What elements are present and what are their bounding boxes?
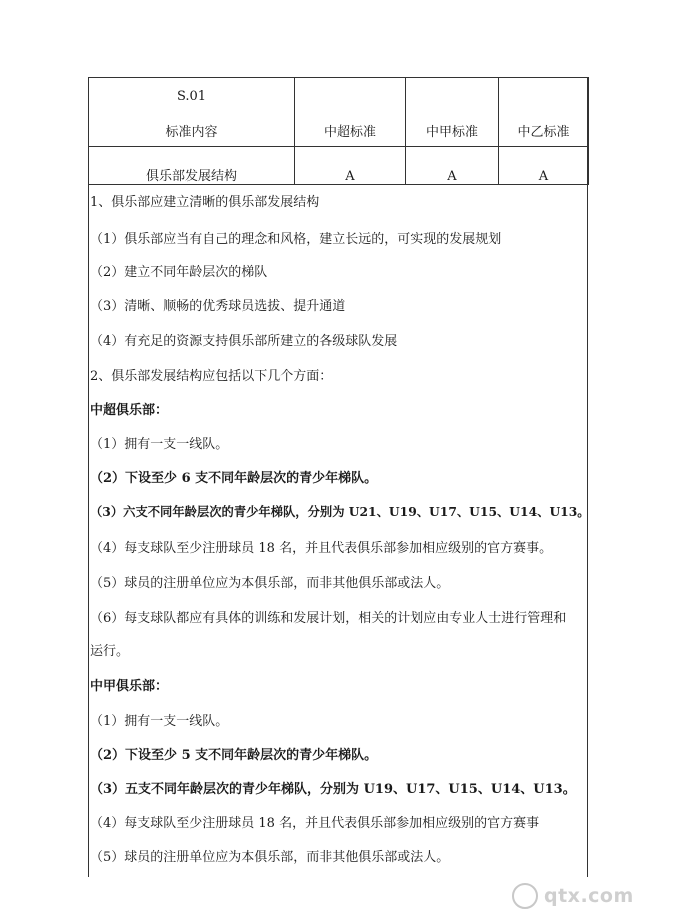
cl2-standard-label: 中乙标准 (517, 125, 570, 140)
section-heading: 中甲俱乐部： (90, 679, 169, 694)
cl2-grade-cell: A (499, 147, 589, 185)
cl1-grade-cell: A (406, 147, 499, 185)
text-line: （2）下设至少 6 支不同年龄层次的青少年梯队。 (90, 471, 378, 486)
text-line: 2、俱乐部发展结构应包括以下几个方面： (90, 369, 333, 384)
standard-code: S.01 (176, 89, 207, 104)
text-line: （1）拥有一支一线队。 (90, 437, 229, 452)
text-line: （6）每支球队都应有具体的训练和发展计划，相关的计划应由专业人士进行管理和 (90, 611, 567, 626)
watermark-logo-icon (512, 883, 538, 909)
table-row (89, 147, 589, 185)
text-line: 1、俱乐部应建立清晰的俱乐部发展结构 (90, 195, 320, 210)
section-heading: 中超俱乐部： (90, 403, 169, 418)
text-line: （3）五支不同年龄层次的青少年梯队，分别为 U19、U17、U15、U14、U13。 (90, 782, 576, 797)
item-name-cell: 俱乐部发展结构 (89, 147, 295, 185)
header-cl2-cell (499, 78, 589, 147)
text-line: （4）有充足的资源支持俱乐部所建立的各级球队发展 (90, 334, 398, 349)
content-header: 标准内容 (165, 125, 218, 140)
header-csl-cell (295, 78, 406, 147)
watermark-text: qtx.com (544, 885, 634, 907)
text-line: （4）每支球队至少注册球员 18 名，并且代表俱乐部参加相应级别的官方赛事 (90, 816, 540, 831)
text-line: （2）建立不同年龄层次的梯队 (90, 265, 268, 280)
text-line: （4）每支球队至少注册球员 18 名，并且代表俱乐部参加相应级别的官方赛事。 (90, 541, 553, 556)
text-line: （2）下设至少 5 支不同年龄层次的青少年梯队。 (90, 748, 378, 763)
csl-grade-cell: A (295, 147, 406, 185)
text-line: （5）球员的注册单位应为本俱乐部，而非其他俱乐部或法人。 (90, 850, 450, 865)
watermark (512, 876, 677, 916)
csl-standard-label: 中超标准 (323, 125, 376, 140)
cl1-standard-label: 中甲标准 (425, 125, 478, 140)
text-line: （3）六支不同年龄层次的青少年梯队，分别为 U21、U19、U17、U15、U14、U13。 (90, 504, 590, 519)
text-line: （1）拥有一支一线队。 (90, 714, 229, 729)
text-line: （1）俱乐部应当有自己的理念和风格，建立长远的，可实现的发展规划 (90, 232, 502, 247)
header-content-cell (89, 78, 295, 147)
table-header-row (89, 78, 589, 147)
header-cl1-cell (406, 78, 499, 147)
text-line: （5）球员的注册单位应为本俱乐部，而非其他俱乐部或法人。 (90, 576, 450, 591)
standards-table (88, 77, 589, 185)
text-line: （3）清晰、顺畅的优秀球员选拔、提升通道 (90, 299, 346, 314)
text-line: 运行。 (90, 644, 130, 659)
